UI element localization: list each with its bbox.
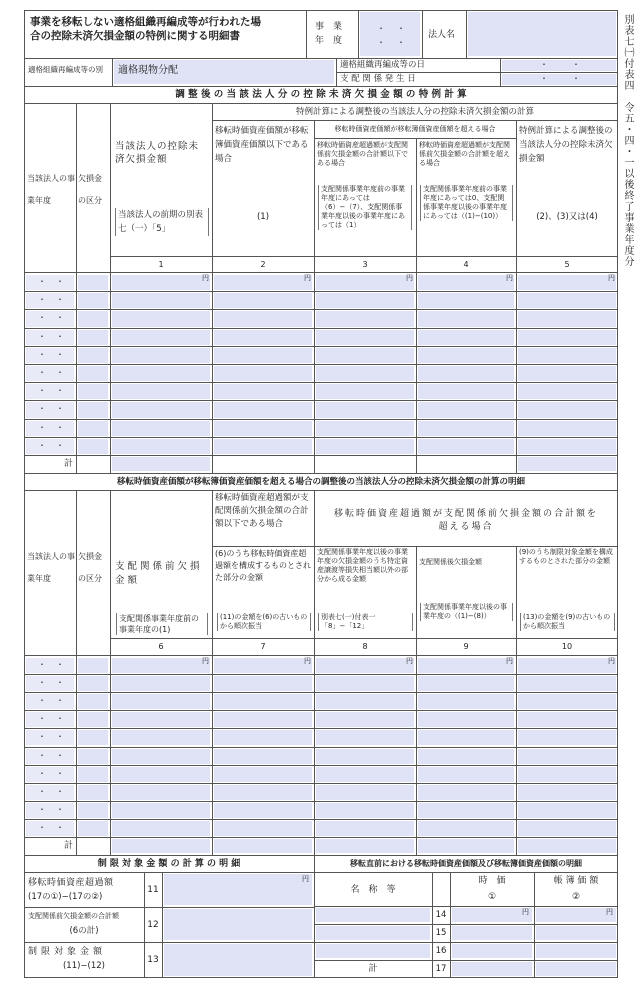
s1-amount-cell[interactable] [112, 439, 210, 454]
row16-name[interactable] [316, 944, 430, 958]
section2-heading: 移転時価資産価額が移転簿価資産価額を超える場合の調整後の当該法人分の控除未済欠損金額の計算の明細 [116, 477, 525, 487]
row11-formula: (17の①)−(17の②) [28, 892, 103, 902]
row15-market[interactable] [452, 926, 532, 940]
s2-fiscal-year-cell[interactable] [26, 676, 74, 691]
s2-amount-cell[interactable] [418, 803, 514, 818]
relation-date-field[interactable] [502, 74, 616, 85]
row13-num: 13 [147, 955, 159, 965]
s2-colnum-7: 7 [260, 642, 266, 651]
s1-col2-note: (1) [256, 212, 270, 222]
s2-amount-cell[interactable] [418, 658, 514, 673]
s1-amount-cell[interactable] [418, 311, 514, 326]
s2-col-fy-label: 当該法人の事業年度 [27, 552, 75, 583]
s1-fiscal-year-cell[interactable] [26, 366, 74, 381]
s2-amount-cell[interactable] [518, 658, 616, 673]
s1-col3-title: 移転時価資産超過額が支配関係前欠損金額の合計額以下である場合 [317, 141, 408, 167]
row12-label: 支配関係前欠損金額の合計額 [28, 912, 119, 920]
s1-amount-cell[interactable] [316, 275, 414, 290]
reorg-type-label: 適格組織再編成等の別 [28, 65, 103, 74]
s1-fiscal-year-cell[interactable] [26, 311, 74, 326]
s2-total-col6[interactable] [112, 839, 210, 853]
s2-kubun-cell[interactable] [78, 658, 108, 673]
s2-fiscal-year-cell[interactable] [26, 821, 74, 836]
s1-kubun-cell[interactable] [78, 421, 108, 436]
s1-amount-cell[interactable] [112, 275, 210, 290]
s2-amount-cell[interactable] [112, 749, 210, 764]
s2-amount-cell[interactable] [418, 712, 514, 727]
s1-amount-cell[interactable] [418, 402, 514, 417]
s2-col10-title: (9)のうち制限対象金額を構成するものとされた部分の金額 [519, 548, 613, 565]
s1-col5-yen: 円 [608, 274, 615, 282]
s1-amount-cell[interactable] [316, 439, 414, 454]
s1-fiscal-year-cell[interactable] [26, 330, 74, 345]
s1-special-header: 特例計算による調整後の当該法人分の控除未済欠損金額の計算 [295, 107, 534, 117]
s2-amount-cell[interactable] [316, 658, 414, 673]
s1-amount-cell[interactable] [418, 330, 514, 345]
s1-amount-cell[interactable] [418, 421, 514, 436]
row14-num: 14 [435, 910, 447, 920]
s1-col1-note: 当該法人の前期の別表七（一）「5」 [115, 208, 209, 236]
s1-fiscal-year-cell[interactable] [26, 421, 74, 436]
s2-fiscal-year-cell[interactable] [26, 785, 74, 800]
s1-amount-cell[interactable] [518, 275, 616, 290]
s2-amount-cell[interactable] [112, 785, 210, 800]
side-form-number: 別表七㈠付表四 令五・四・一以後終了事業年度分 [622, 14, 633, 267]
s2-fiscal-year-cell[interactable] [26, 730, 74, 745]
s2-amount-cell[interactable] [316, 821, 414, 836]
s1-amount-cell[interactable] [518, 348, 616, 363]
row15-num: 15 [435, 928, 447, 938]
s2-amount-cell[interactable] [418, 785, 514, 800]
s1-fiscal-year-cell[interactable] [26, 384, 74, 399]
s2-fiscal-year-cell[interactable] [26, 712, 74, 727]
s1-amount-cell[interactable] [112, 330, 210, 345]
row15-book[interactable] [536, 926, 616, 940]
s2-amount-cell[interactable] [418, 694, 514, 709]
reorg-date-field[interactable] [502, 60, 616, 71]
s2-amount-cell[interactable] [518, 749, 616, 764]
s1-amount-cell[interactable] [518, 311, 616, 326]
s2-amount-cell[interactable] [112, 658, 210, 673]
s2-amount-cell[interactable] [112, 694, 210, 709]
row14-book-yen: 円 [606, 908, 613, 916]
s1-col5-title: 特例計算による調整後の当該法人分の控除未済欠損金額 [519, 126, 613, 164]
s2-col6-note: 支配関係事業年度前の事業年度の(1) [116, 613, 208, 635]
s2-amount-cell[interactable] [112, 803, 210, 818]
s1-colnum-5: 5 [564, 260, 570, 269]
s2-col7-title: (6)のうち移転時価資産超過額を構成するものとされた部分の金額 [215, 549, 311, 582]
s2-fiscal-year-cell[interactable] [26, 767, 74, 782]
row14-name[interactable] [316, 908, 430, 922]
s1-kubun-cell[interactable] [78, 275, 108, 290]
fiscal-year-label1: 事 業 [315, 22, 343, 32]
s2-kubun-cell[interactable] [78, 749, 108, 764]
s1-col1-yen: 円 [202, 274, 209, 282]
s2-col6-yen: 円 [202, 657, 209, 665]
s1-col4-title: 移転時価資産超過額が支配関係前欠損金額の合計額を超える場合 [419, 141, 510, 167]
reorg-date-label: 適格組織再編成等の日 [340, 60, 426, 70]
s1-amount-cell[interactable] [518, 330, 616, 345]
s1-amount-cell[interactable] [214, 311, 312, 326]
s1-amount-cell[interactable] [316, 348, 414, 363]
form-title-line1: 事業を移転しない適格組織再編成等が行われた場 [30, 16, 261, 28]
s1-amount-cell[interactable] [214, 439, 312, 454]
s2-kubun-cell[interactable] [78, 676, 108, 691]
s2-col8-10-header: 移転時価資産超過額が支配関係前欠損金額の合計額を超える場合 [333, 509, 598, 532]
section4-heading: 移転直前における移転時価資産価額及び移転簿価資産価額の明細 [350, 859, 582, 868]
s1-amount-cell[interactable] [418, 275, 514, 290]
s1-col4-note: 支配関係事業年度前の事業年度にあっては0、支配関係事業年度以後の事業年度にあっては（(1)−(10)） [420, 185, 513, 221]
s2-kubun-cell[interactable] [78, 712, 108, 727]
s2-amount-cell[interactable] [214, 712, 312, 727]
s1-amount-cell[interactable] [214, 348, 312, 363]
s1-col2-yen: 円 [304, 274, 311, 282]
s2-fiscal-year-cell[interactable] [26, 694, 74, 709]
s1-amount-cell[interactable] [418, 366, 514, 381]
s1-amount-cell[interactable] [112, 384, 210, 399]
row14-market[interactable] [452, 908, 532, 922]
s2-amount-cell[interactable] [316, 803, 414, 818]
s4-col-book: 帳 簿 価 額 [553, 876, 599, 886]
s2-amount-cell[interactable] [214, 803, 312, 818]
s1-amount-cell[interactable] [112, 366, 210, 381]
s2-col9-note: 支配関係事業年度以後の事業年度の（(1)−(8)） [420, 603, 513, 621]
s2-amount-cell[interactable] [418, 767, 514, 782]
s1-amount-cell[interactable] [518, 402, 616, 417]
s1-amount-cell[interactable] [518, 366, 616, 381]
reorg-type-value: 適格現物分配 [118, 65, 178, 76]
s1-exceed-header: 移転時価資産価額が移転簿価資産価額を超える場合 [334, 125, 496, 133]
s1-amount-cell[interactable] [418, 384, 514, 399]
s1-col1-title: 当該法人の控除未済欠損金額 [115, 141, 200, 165]
s1-amount-cell[interactable] [214, 330, 312, 345]
s2-amount-cell[interactable] [112, 767, 210, 782]
row14-book[interactable] [536, 908, 616, 922]
s1-amount-cell[interactable] [214, 366, 312, 381]
s4-total-label: 計 [368, 964, 378, 974]
s1-fiscal-year-cell[interactable] [26, 402, 74, 417]
s2-colnum-8: 8 [362, 642, 368, 651]
s2-amount-cell[interactable] [316, 694, 414, 709]
s1-col2-title: 移転時価資産価額が移転簿価資産価額以下である場合 [215, 126, 309, 164]
relation-date-label: 支 配 関 係 発 生 日 [340, 74, 416, 84]
row12-field[interactable] [164, 909, 312, 940]
s1-amount-cell[interactable] [316, 330, 414, 345]
s1-amount-cell[interactable] [316, 384, 414, 399]
s2-col7-note: (11)の金額を(6)の古いものから順次振当 [217, 613, 311, 631]
s2-kubun-cell[interactable] [78, 694, 108, 709]
s1-col-fy-label: 当該法人の事業年度 [27, 174, 75, 205]
row11-field[interactable] [164, 874, 312, 905]
s1-col-kubun-label: 欠損金の区分 [78, 174, 102, 205]
s1-amount-cell[interactable] [316, 421, 414, 436]
s1-amount-cell[interactable] [418, 439, 514, 454]
s4-col-market: 時 価 [478, 876, 506, 886]
s2-kubun-cell[interactable] [78, 803, 108, 818]
s2-amount-cell[interactable] [112, 712, 210, 727]
s2-total-label: 計 [64, 841, 74, 851]
s1-kubun-cell[interactable] [78, 311, 108, 326]
s1-amount-cell[interactable] [316, 402, 414, 417]
row16-market[interactable] [452, 944, 532, 958]
row12-formula: (6の計) [69, 926, 99, 936]
s1-colnum-4: 4 [463, 260, 469, 269]
s2-amount-cell[interactable] [518, 767, 616, 782]
s1-amount-cell[interactable] [214, 384, 312, 399]
s1-amount-cell[interactable] [214, 421, 312, 436]
s2-col8-note: 別表七(一)付表一「8」−「12」 [318, 613, 413, 631]
s2-amount-cell[interactable] [214, 821, 312, 836]
s1-colnum-1: 1 [158, 260, 164, 269]
s1-colnum-3: 3 [362, 260, 368, 269]
row16-num: 16 [435, 946, 447, 956]
row12-num: 12 [147, 920, 159, 930]
s2-kubun-cell[interactable] [78, 730, 108, 745]
s2-colnum-6: 6 [158, 642, 164, 651]
s2-amount-cell[interactable] [518, 803, 616, 818]
s1-total-col5[interactable] [518, 457, 616, 471]
s1-amount-cell[interactable] [214, 275, 312, 290]
s2-amount-cell[interactable] [214, 658, 312, 673]
s2-col9-yen: 円 [506, 657, 513, 665]
s1-amount-cell[interactable] [112, 311, 210, 326]
s2-amount-cell[interactable] [316, 730, 414, 745]
s1-amount-cell[interactable] [316, 366, 414, 381]
section1-heading: 調 整 後 の 当 該 法 人 分 の 控 除 未 済 欠 損 金 額 の 特 例 計 算 [175, 89, 467, 100]
row17-num: 17 [435, 964, 447, 974]
s1-amount-cell[interactable] [518, 293, 616, 308]
s1-col5-note: (2)、(3)又は(4) [536, 212, 598, 222]
s2-col7-header: 移転時価資産超過額が支配関係前欠損金額の合計額以下である場合 [215, 493, 309, 529]
s2-col8-yen: 円 [406, 657, 413, 665]
s1-amount-cell[interactable] [316, 311, 414, 326]
s1-kubun-cell[interactable] [78, 366, 108, 381]
s2-amount-cell[interactable] [112, 676, 210, 691]
s2-amount-cell[interactable] [518, 821, 616, 836]
row13-label: 制限対象金額 [28, 947, 107, 957]
s2-amount-cell[interactable] [316, 676, 414, 691]
row13-field[interactable] [164, 944, 312, 976]
s2-colnum-9: 9 [463, 642, 469, 651]
s4-col-name: 名 称 等 [350, 885, 396, 895]
s1-amount-cell[interactable] [112, 421, 210, 436]
s2-amount-cell[interactable] [214, 767, 312, 782]
s1-amount-cell[interactable] [112, 402, 210, 417]
s2-fiscal-year-cell[interactable] [26, 803, 74, 818]
s2-total-col8[interactable] [316, 839, 414, 853]
s4-col-book-num: ② [571, 892, 581, 902]
s2-amount-cell[interactable] [518, 785, 616, 800]
s1-amount-cell[interactable] [112, 348, 210, 363]
corp-name-label: 法人名 [428, 30, 456, 40]
s2-fiscal-year-cell[interactable] [26, 658, 74, 673]
s2-kubun-cell[interactable] [78, 821, 108, 836]
s1-total-label: 計 [64, 459, 74, 469]
s1-colnum-2: 2 [260, 260, 266, 269]
s2-total-col7[interactable] [214, 839, 312, 853]
s2-fiscal-year-cell[interactable] [26, 749, 74, 764]
s2-col9-title: 支配関係後欠損金額 [419, 558, 482, 566]
s1-total-col1[interactable] [112, 457, 210, 471]
s2-amount-cell[interactable] [518, 676, 616, 691]
s1-col3-note: 支配関係事業年度前の事業年度にあっては（6）−（7）、支配関係事業年度以後の事業年度にあっては（1） [318, 185, 412, 230]
s2-col6-title: 支配関係前欠損金額 [115, 561, 203, 586]
s2-col7-yen: 円 [304, 657, 311, 665]
s1-amount-cell[interactable] [518, 421, 616, 436]
row17-book[interactable] [536, 962, 616, 976]
s2-amount-cell[interactable] [214, 749, 312, 764]
s2-col-kubun-label: 欠損金の区分 [78, 552, 102, 583]
s2-amount-cell[interactable] [214, 730, 312, 745]
s1-amount-cell[interactable] [518, 384, 616, 399]
s2-amount-cell[interactable] [214, 694, 312, 709]
s4-col-market-num: ① [487, 892, 497, 902]
section3-heading: 制 限 対 象 金 額 の 計 算 の 明 細 [97, 859, 241, 869]
row11-num: 11 [147, 885, 159, 895]
s2-colnum-10: 10 [561, 642, 573, 651]
s1-fiscal-year-cell[interactable] [26, 275, 74, 290]
s2-amount-cell[interactable] [518, 730, 616, 745]
s2-amount-cell[interactable] [316, 749, 414, 764]
s2-amount-cell[interactable] [518, 694, 616, 709]
s2-col10-note: (13)の金額を(9)の古いものから順次振当 [520, 613, 615, 631]
s2-amount-cell[interactable] [112, 730, 210, 745]
s2-amount-cell[interactable] [418, 749, 514, 764]
s1-col4-yen: 円 [506, 274, 513, 282]
s1-kubun-cell[interactable] [78, 330, 108, 345]
row15-name[interactable] [316, 926, 430, 940]
fiscal-year-field[interactable] [360, 12, 420, 56]
s1-kubun-cell[interactable] [78, 348, 108, 363]
form-title-line2: 合の控除未済欠損金額の特例に関する明細書 [30, 30, 240, 42]
s2-amount-cell[interactable] [316, 712, 414, 727]
s1-amount-cell[interactable] [112, 293, 210, 308]
s1-fiscal-year-cell[interactable] [26, 293, 74, 308]
s1-amount-cell[interactable] [316, 293, 414, 308]
s1-kubun-cell[interactable] [78, 293, 108, 308]
s2-amount-cell[interactable] [518, 712, 616, 727]
s2-amount-cell[interactable] [112, 821, 210, 836]
s1-fiscal-year-cell[interactable] [26, 439, 74, 454]
s1-amount-cell[interactable] [418, 293, 514, 308]
s2-amount-cell[interactable] [418, 730, 514, 745]
s2-amount-cell[interactable] [316, 785, 414, 800]
fiscal-year-label2: 年 度 [315, 36, 343, 46]
row16-book[interactable] [536, 944, 616, 958]
s1-col3-yen: 円 [406, 274, 413, 282]
s1-kubun-cell[interactable] [78, 402, 108, 417]
s1-kubun-cell[interactable] [78, 439, 108, 454]
row13-formula: (11)−(12) [62, 961, 106, 971]
s1-kubun-cell[interactable] [78, 384, 108, 399]
s2-col8-title: 支配関係事業年度以後の事業年度の欠損金額のうち特定資産譲渡等損失相当額以外の部分から成る金額 [317, 548, 408, 583]
s1-amount-cell[interactable] [214, 293, 312, 308]
s2-kubun-cell[interactable] [78, 767, 108, 782]
row11-yen: 円 [302, 875, 309, 883]
s2-col10-yen: 円 [608, 657, 615, 665]
s1-amount-cell[interactable] [418, 348, 514, 363]
s1-fiscal-year-cell[interactable] [26, 348, 74, 363]
corp-name-field[interactable] [468, 12, 616, 56]
s2-total-col9[interactable] [418, 839, 514, 853]
s2-total-col10[interactable] [518, 839, 616, 853]
row11-label: 移転時価資産超過額 [28, 878, 114, 888]
s2-amount-cell[interactable] [316, 767, 414, 782]
s2-amount-cell[interactable] [214, 676, 312, 691]
row17-market[interactable] [452, 962, 532, 976]
s2-amount-cell[interactable] [214, 785, 312, 800]
s2-amount-cell[interactable] [418, 676, 514, 691]
s2-amount-cell[interactable] [418, 821, 514, 836]
s1-amount-cell[interactable] [214, 402, 312, 417]
s2-kubun-cell[interactable] [78, 785, 108, 800]
s1-amount-cell[interactable] [518, 439, 616, 454]
row14-market-yen: 円 [522, 908, 529, 916]
